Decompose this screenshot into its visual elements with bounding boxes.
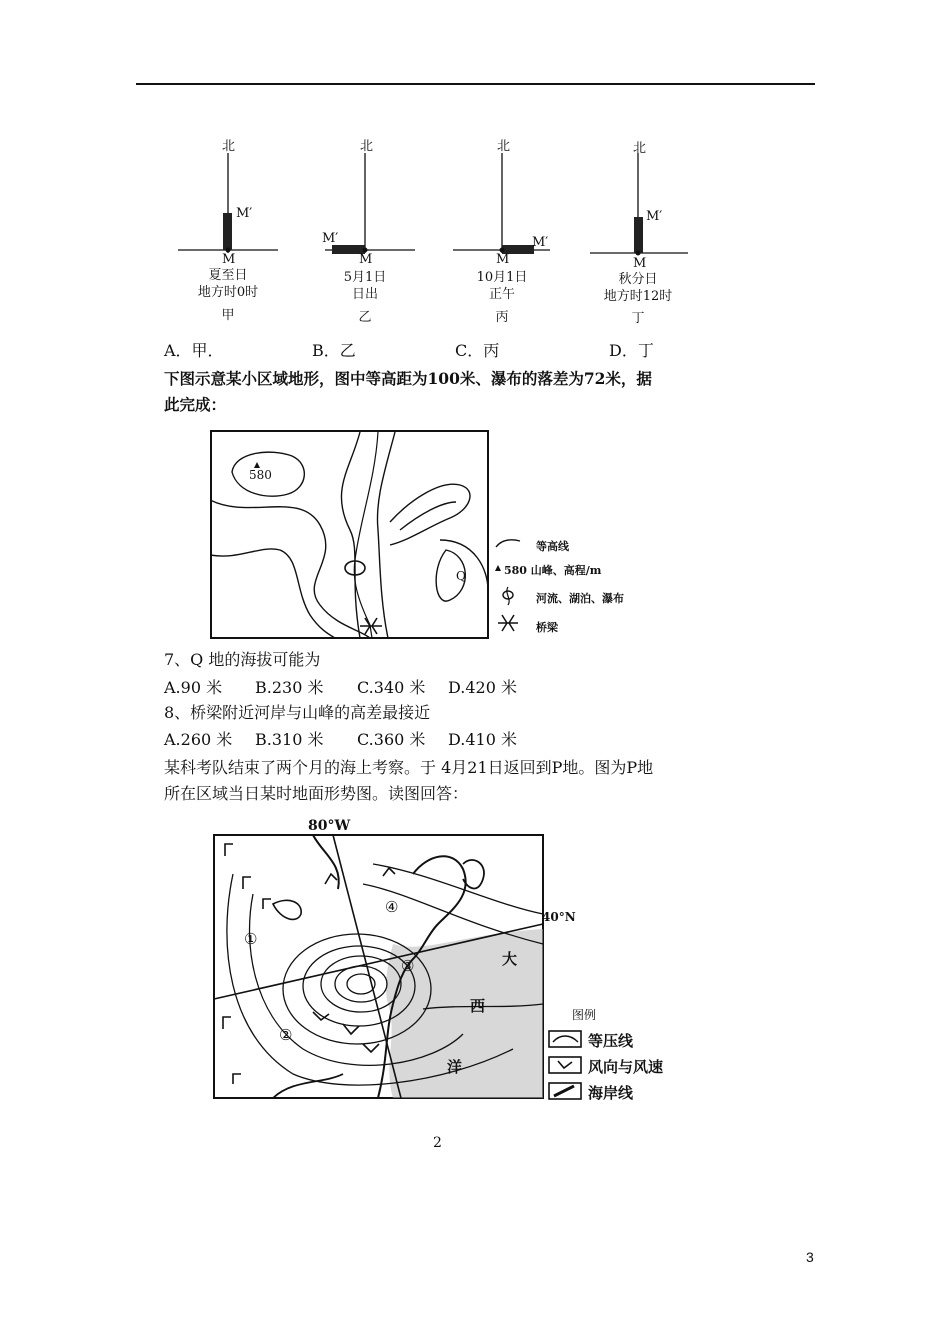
m-prime-label-bing: M′ bbox=[532, 235, 549, 250]
option-b: B．乙 bbox=[312, 341, 356, 360]
region-label-3: ③ bbox=[401, 957, 415, 975]
weather-legend-coast: 海岸线 bbox=[588, 1084, 634, 1102]
q7-stem: 7、Q 地的海拔可能为 bbox=[164, 650, 321, 669]
m-prime-label-yi: M′ bbox=[322, 231, 339, 246]
weather-legend-isobar: 等压线 bbox=[588, 1032, 634, 1050]
shadow-diagram-yi bbox=[325, 153, 415, 254]
header-rule bbox=[136, 83, 815, 85]
option-a: A．甲． bbox=[164, 341, 224, 360]
north-label-bing: 北 bbox=[497, 139, 511, 154]
shadow-diagram-ding bbox=[590, 153, 688, 256]
legend-peak: 580 山峰、高程/m bbox=[504, 564, 602, 577]
m-label-yi: M bbox=[359, 252, 373, 267]
caption-jia-2: 地方时0时 bbox=[197, 285, 259, 300]
diagram-name-bing: 丙 bbox=[495, 310, 509, 325]
q8-option-b: B.310 米 bbox=[255, 730, 324, 749]
contour-intro-line2: 此完成： bbox=[164, 395, 227, 414]
peak-elevation-label: 580 bbox=[249, 468, 272, 482]
ocean-char-da: 大 bbox=[502, 950, 518, 968]
caption-bing-1: 10月1日 bbox=[476, 270, 528, 285]
option-d: D．丁 bbox=[609, 341, 654, 360]
q8-option-c: C.360 米 bbox=[357, 730, 426, 749]
latitude-label: 40°N bbox=[542, 910, 576, 924]
weather-legend-symbols bbox=[548, 1030, 584, 1102]
caption-bing-2: 正午 bbox=[488, 287, 515, 302]
caption-ding-1: 秋分日 bbox=[618, 272, 658, 287]
corner-page-number: 3 bbox=[806, 1249, 814, 1265]
region-label-4: ④ bbox=[385, 898, 399, 916]
north-label-jia: 北 bbox=[222, 139, 236, 154]
page-number: 2 bbox=[433, 1135, 442, 1151]
north-label-yi: 北 bbox=[360, 139, 374, 154]
contour-legend-symbols bbox=[494, 535, 524, 635]
ocean-char-xi: 西 bbox=[470, 997, 486, 1015]
weather-legend-wind: 风向与风速 bbox=[588, 1058, 664, 1076]
diagram-name-jia: 甲 bbox=[221, 308, 235, 323]
region-label-1: ① bbox=[244, 930, 258, 948]
m-label-jia: M bbox=[222, 252, 236, 267]
m-label-bing: M bbox=[496, 252, 510, 267]
legend-bridge: 桥梁 bbox=[536, 621, 558, 634]
caption-yi-1: 5月1日 bbox=[343, 270, 387, 285]
weather-legend-title: 图例 bbox=[572, 1008, 597, 1022]
ocean-char-yang: 洋 bbox=[447, 1058, 463, 1076]
m-prime-label-ding: M′ bbox=[646, 209, 663, 224]
q7-option-c: C.340 米 bbox=[357, 678, 426, 697]
q8-option-d: D.410 米 bbox=[448, 730, 517, 749]
longitude-label: 80°W bbox=[308, 818, 351, 834]
legend-contour: 等高线 bbox=[536, 540, 569, 553]
shadow-diagram-jia bbox=[178, 153, 278, 253]
diagram-name-yi: 乙 bbox=[358, 310, 372, 325]
weather-intro-line2: 所在区域当日某时地面形势图。读图回答： bbox=[164, 784, 469, 803]
q8-option-a: A.260 米 bbox=[164, 730, 233, 749]
m-label-ding: M bbox=[633, 256, 647, 271]
weather-intro-line1: 某科考队结束了两个月的海上考察。于 4月21日返回到P地。图为P地 bbox=[164, 758, 654, 777]
caption-ding-2: 地方时12时 bbox=[603, 289, 673, 304]
contour-intro-line1: 下图示意某小区域地形，图中等高距为100米、瀑布的落差为72米，据 bbox=[164, 369, 652, 388]
region-label-2: ② bbox=[279, 1026, 293, 1044]
caption-yi-2: 日出 bbox=[351, 287, 378, 302]
caption-jia-1: 夏至日 bbox=[208, 268, 248, 283]
legend-river: 河流、湖泊、瀑布 bbox=[536, 592, 624, 605]
q-point-label: Q bbox=[456, 569, 466, 583]
m-prime-label-jia: M′ bbox=[236, 206, 253, 221]
q7-option-a: A.90 米 bbox=[164, 678, 223, 697]
weather-map bbox=[213, 834, 545, 1100]
option-c: C．丙 bbox=[455, 341, 500, 360]
contour-map bbox=[210, 430, 490, 640]
q7-option-d: D.420 米 bbox=[448, 678, 517, 697]
q7-option-b: B.230 米 bbox=[255, 678, 324, 697]
diagram-name-ding: 丁 bbox=[631, 311, 645, 326]
north-label-ding: 北 bbox=[633, 141, 647, 156]
q8-stem: 8、桥梁附近河岸与山峰的高差最接近 bbox=[164, 703, 431, 722]
